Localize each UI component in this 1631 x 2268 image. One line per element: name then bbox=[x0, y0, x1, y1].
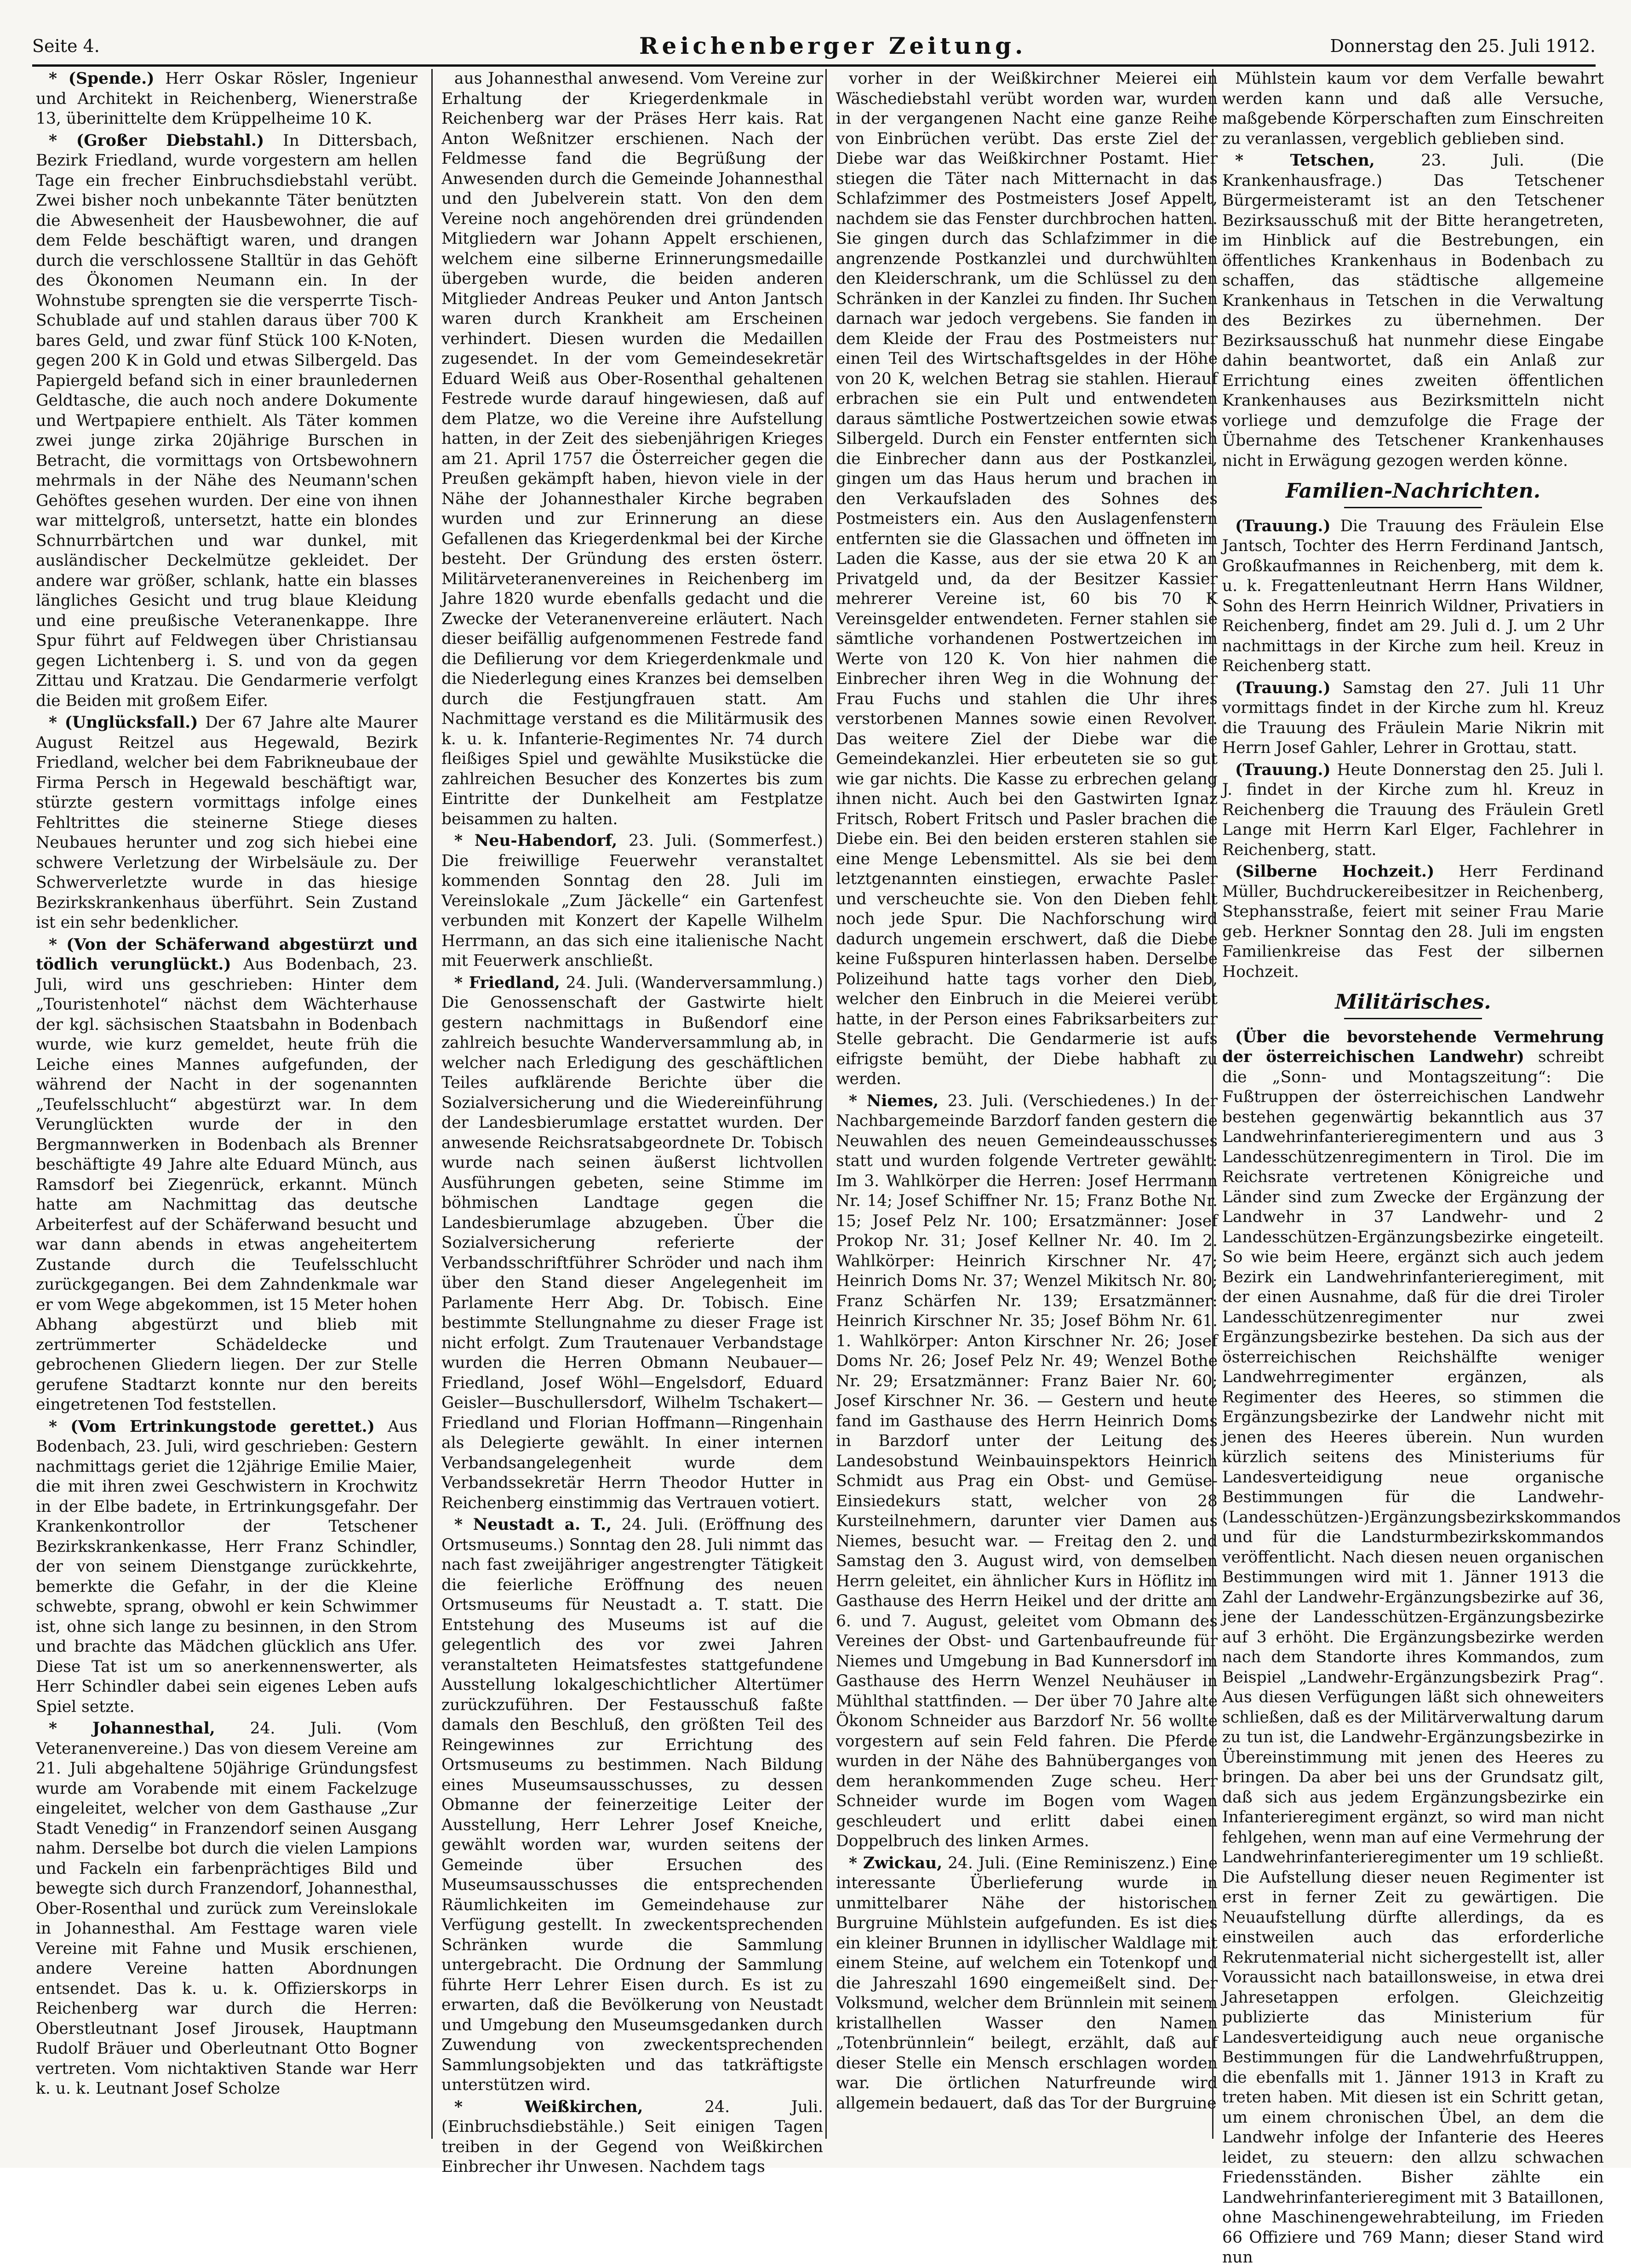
issue-date: Donnerstag den 25. Juli 1912. bbox=[1330, 36, 1596, 56]
page-header bbox=[32, 32, 1596, 63]
news-article bbox=[836, 1091, 1218, 1852]
article-text: Der 67 Jahre alte Maurer August Reitzel aus Hegewald, Bezirk Friedland, welcher bei dem Fabrikneubaue der Firma Persch in Hegewald beschäftigt war, stürzte gestern vormittags infolge eines Fehltrittes die steinerne Stiege dieses Neubaues herunter und zog sich hiebei eine schwere Verletzung der Wirbelsäule zu. Der Schwerverletzte wurde in das hiesige Bezirkskrankenhaus überführt. Sein Zustand ist ein sehr bedenklicher. bbox=[36, 713, 418, 932]
article-lead: (Über die bevorstehende Vermehrung der österreichischen Landwehr) bbox=[1222, 1028, 1604, 1066]
news-article bbox=[441, 1515, 823, 2096]
article-text: 23. Juli. (Sommerfest.) Die freiwillige Feuerwehr veranstaltet kommenden Sonntag den 28. Juli im Vereinslokale „Zum Jäckelle“ ein Gartenfest verbunden mit Konzert der Kapelle Wilhelm Herrmann, an das sich eine italienische Nacht mit Feuerwerk anschließt. bbox=[441, 832, 823, 970]
section-divider bbox=[1344, 1018, 1482, 1019]
article-text: 23. Juli. (Verschiedenes.) In der Nachbargemeinde Barzdorf fanden gestern die Neuwahlen des neuen Gemeindeausschusses statt und wurden folgende Vertreter gewählt: Im 3. Wahlkörper die Herren: Josef Herrmann Nr. 14; Josef Schiffner Nr. 15; Franz Bothe Nr. 15; Josef Pelz Nr. 100; Ersatzmänner: Josef Prokop Nr. 31; Josef Kellner Nr. 40. Im 2. Wahlkörper: Heinrich Kirschner Nr. 47; Heinrich Doms Nr. 37; Wenzel Mikitsch Nr. 80; Franz Schärfen Nr. 139; Ersatzmänner: Heinrich Kirschner Nr. 35; Josef Böhm Nr. 61. 1. Wahlkörper: Anton Kirschner Nr. 26; Josef Doms Nr. 26; Josef Pelz Nr. 49; Wenzel Bothe Nr. 29; Ersatzmänner: Franz Baier Nr. 60; Josef Kirschner Nr. 36. — Gestern und heute fand im Gasthause des Herrn Heinrich Doms in Barzdorf unter der Leitung des Landesobstund Weinbauinspektors Heinrich Schmidt aus Prag ein Obst- und Gemüse-Einsiedekurs statt, welcher von 28 Kursteilnehmern, darunter vier Damen aus Niemes, besucht war. — Freitag den 2. und Samstag den 3. August wird, von demselben Herrn geleitet, ein ähnlicher Kurs in Höflitz im Gasthause des Herrn Heikel und der dritte am 6. und 7. August, geleitet vom Obmann des Vereines der Obst- und Gartenbaufreunde für Niemes und Umgebung in Bad Kunnersdorf im Gasthause des Herrn Wenzel Neuhäuser in Mühlthal stattfinden. — Der über 70 Jahre alte Ökonom Schneider aus Barzdorf Nr. 56 wollte vorgestern auf sein Feld fahren. Die Pferde wurden in der Nähe des Bahnüberganges von dem herankommenden Zuge scheu. Herr Schneider wurde im Bogen vom Wagen geschleudert und erlitt dabei einen Doppelbruch des linken Armes. bbox=[836, 1091, 1218, 1850]
column-3 bbox=[836, 69, 1218, 2139]
article-lead: (Silberne Hochzeit.) bbox=[1235, 862, 1435, 881]
news-article bbox=[836, 1854, 1218, 2114]
news-article bbox=[36, 713, 418, 933]
article-text: Mühlstein kaum vor dem Verfalle bewahrt werden kann und daß alle Versuche, maßgebende Körperschaften zum Einschreiten zu veranlassen, vergeblich geblieben sind. bbox=[1222, 69, 1604, 148]
article-lead: * Tetschen, bbox=[1235, 151, 1375, 170]
news-article bbox=[1222, 678, 1604, 758]
news-article bbox=[441, 831, 823, 971]
article-lead: * (Unglücksfall.) bbox=[49, 713, 198, 732]
column-divider bbox=[431, 69, 433, 2139]
article-lead: * Weißkirchen, bbox=[454, 2097, 643, 2116]
article-lead: * Johannesthal, bbox=[49, 1719, 215, 1738]
article-text: 24. Juli. (Eröffnung des Ortsmuseums.) Sonntag den 28. Juli nimmt das nach fast zweijähriger angestrengter Tätigkeit die feierliche Eröffnung des neuen Ortsmuseums für Neustadt a. T. statt. Die Entstehung des Museums ist auf die gelegentlich des vor zwei Jahren veranstalteten Heimatsfestes stattgefundene Ausstellung lokalgeschichtlicher Altertümer zurückzuführen. Der Festausschuß faßte damals den Beschluß, den größten Teil des Reingewinnes zur Errichtung des Ortsmuseums zu bestimmen. Nach Bildung eines Museumsausschusses, zu dessen Obmanne der feinerzeitige Leiter der Ausstellung, Herr Lehrer Josef Kneiche, gewählt worden war, wurden seitens der Gemeinde über Ersuchen des Museumsausschusses die entsprechenden Räumlichkeiten im Gemeindehause zur Verfügung gestellt. In zweckentsprechenden Schränken wurde die Sammlung untergebracht. Die Ordnung der Sammlung führte Herr Lehrer Eisen durch. Es ist zu erwarten, daß die Bevölkerung von Neustadt und Umgebung den Museumsgedanken durch Zuwendung von zweckentsprechenden Sammlungsobjekten und das tatkräftigste unterstützen wird. bbox=[441, 1516, 824, 2094]
article-lead: * Neustadt a. T., bbox=[454, 1516, 612, 1534]
news-article bbox=[1222, 69, 1604, 149]
column-divider bbox=[825, 69, 827, 2139]
news-article bbox=[441, 69, 823, 829]
column-4 bbox=[1222, 69, 1621, 2267]
news-article bbox=[1222, 517, 1604, 677]
article-lead: * Niemes, bbox=[849, 1091, 939, 1110]
page-number: Seite 4. bbox=[32, 36, 100, 56]
news-article bbox=[1222, 862, 1604, 982]
article-text: schreibt die „Sonn- und Montagszeitung“: Die Fußtruppen der österreichischen Landwehr bestehen gegenwärtig bekanntlich aus 37 Landwehrinfanterieregimentern und aus 3 Landesschützenregimentern in Tirol. Die im Reichsrate vertretenen Königreiche und Länder sind zum Zwecke der Ergänzung der Landwehr in 37 Landwehr- und 2 Landesschützen-Ergänzungsbezirke eingeteilt. So wie beim Heere, ergänzt sich auch jedem Bezirk ein Landwehrinfanterieregiment, mit der einen Ausnahme, daß für die drei Tiroler Landesschützenregimenter nur zwei Ergänzungsbezirke bestehen. Da sich aus der österreichischen Reichshälfte weniger Landwehrregimenter ergänzen, als Regimenter des Heeres, so stimmen die Ergänzungsbezirke der Landwehr nicht mit jenen des Heeres überein. Nun wurden kürzlich seitens des Ministeriums für Landesverteidigung neue organische Bestimmungen für die Landwehr-(Landesschützen-)Ergänzungsbezirkskommandos und für die Landsturmbezirkskommandos veröffentlicht. Nach diesen neuen organischen Bestimmungen wird mit 1. Jänner 1913 die Zahl der Landwehr-Ergänzungsbezirke auf 36, jene der Landesschützen-Ergänzungsbezirke auf 3 erhöht. Die Ergänzungsbezirke werden nach dem Standorte ihres Kommandos, zum Beispiel „Landwehr-Ergänzungsbezirk Prag“. Aus diesen Verfügungen läßt sich ohneweiters schließen, daß es der Militärverwaltung darum zu tun ist, die Landwehr-Ergänzungsbezirke in Übereinstimmung mit jenen des Heeres zu bringen. Da aber bei uns der Grundsatz gilt, daß sich aus jedem Ergänzungsbezirke ein Infanterieregiment ergänzt, so wird man nicht fehlgehen, wenn man auf eine Vermehrung der Landwehrinfanterieregimenter um 19 schließt. Die Aufstellung dieser neuen Regimenter ist erst in ferner Zeit zu gewärtigen. Die Neuaufstellung dürfte allerdings, da es einstweilen auch das erforderliche Rekrutenmaterial nicht sichergestellt ist, aller Voraussicht nach bataillonsweise, in etwa drei Jahresetappen erfolgen. Gleichzeitig publizierte das Ministerium für Landesverteidigung auch neue organische Bestimmungen für die Landwehrfußtruppen, die ebenfalls mit 1. Jänner 1913 in Kraft zu treten haben. Mit diesen ist ein Schritt getan, um einem chronischen Übel, an dem die Landwehr infolge der Infanterie des Heeres leidet, zu steuern: den allzu schwachen Friedensständen. Bisher zählte ein Landwehrinfanterieregiment mit 3 Bataillonen, ohne Maschinengewehrabteilung, im Frieden 66 Offiziere und 769 Mann; dieser Stand wird nun bbox=[1222, 1048, 1621, 2267]
article-text: 24. Juli. (Eine Reminiszenz.) Eine interessante Überlieferung wurde in unmittelbarer Nähe der historischen Burgruine Mühlstein aufgefunden. Es ist dies ein kleiner Brunnen in idyllischer Waldlage mit einem Steine, auf welchem ein Totenkopf und die Jahreszahl 1690 eingemeißelt sind. Der Volksmund, welcher dem Brünnlein mit seinem kristallhellen Wasser den Namen „Totenbrünnlein“ beilegt, erzählt, daß auf dieser Stelle ein Mensch erschlagen worden war. Die örtlichen Naturfreunde wird allgemein bedauert, daß das Tor der Burgruine bbox=[836, 1854, 1218, 2113]
article-lead: * Neu-Habendorf, bbox=[454, 832, 618, 850]
article-text: Herr Oskar Rösler, Ingenieur und Architekt in Reichenberg, Wienerstraße 13, überinittelte dem Krüppelheime 10 K. bbox=[36, 69, 418, 128]
news-article bbox=[36, 1719, 418, 2099]
header-rule bbox=[32, 64, 1596, 67]
newspaper-title: Reichenberger Zeitung. bbox=[639, 32, 1027, 59]
news-article bbox=[1222, 760, 1604, 861]
news-article bbox=[1222, 1028, 1621, 2268]
column-1 bbox=[36, 69, 418, 2139]
article-lead: (Trauung.) bbox=[1235, 760, 1331, 779]
article-text: vorher in der Weißkirchner Meierei ein Wäschediebstahl verübt worden war, wurden in der vergangenen Nacht eine ganze Reihe von Einbrüchen verübt. Das erste Ziel der Diebe war das Weißkirchner Postamt. Hier stiegen die Täter nach Mitternacht in das Schlafzimmer des Postmeisters Josef Appelt, nachdem sie das Fenster durchbrochen hatten. Sie gingen durch das Schlafzimmer in die angrenzende Postkanzlei und durchwühlten den Kleiderschrank, um die Schlüssel zu den Schränken in der Kanzlei zu finden. Ihr Suchen darnach war jedoch vergebens. Sie fanden in dem Kleide der Frau des Postmeisters nur einen Teil des Wirtschaftsgeldes in der Höhe von 20 K, welchen Betrag sie stahlen. Hierauf erbrachen sie ein Pult und entwendeten daraus sämtliche Postwertzeichen sowie etwas Silbergeld. Durch ein Fenster entfernten sich die Einbrecher dann aus der Postkanzlei, gingen um das Haus herum und brachen in den Verkaufsladen des Sohnes des Postmeisters ein. Aus den Auslagenfenstern entfernten sie die Glassachen und öffneten im Laden die Kasse, aus der sie etwa 20 K an Privatgeld und, da der Besitzer Kassier mehrerer Vereine ist, 60 bis 70 K Vereinsgelder entwendeten. Ferner stahlen sie sämtliche vorhandenen Postwertzeichen im Werte von 120 K. Von hier nahmen die Einbrecher ihren Weg in die Wohnung der Frau Fuchs und stahlen die Uhr ihres verstorbenen Mannes sowie einen Revolver. Das weitere Ziel der Diebe war die Gemeindekanzlei. Hier erbeuteten sie so gut wie gar nichts. Die Kasse zu erbrechen gelang ihnen nicht. Auch bei den Gastwirten Ignaz Fritsch, Robert Fritsch und Pasler brachen die Diebe ein. Bei den beiden ersteren stahlen sie eine Menge Lebensmittel. Als sie bei dem letztgenannten einstiegen, erwachte Pasler und verscheuchte sie. Von den Dieben fehlt noch jede Spur. Die Nachforschung wird dadurch ungemein erschwert, daß die Diebe keine Fußspuren hinterlassen haben. Derselbe Polizeihund hatte tags vorher den Dieb, welcher den Einbruch in die Meierei verübt hatte, in der Person eines Fabriksarbeiters zur Stelle gebracht. Die Gendarmerie ist aufs eifrigste bemüht, der Diebe habhaft zu werden. bbox=[836, 69, 1218, 1088]
news-article bbox=[36, 935, 418, 1415]
article-text: 24. Juli. (Einbruchsdiebstähle.) Seit einigen Tagen treiben in der Gegend von Weißkirchen Einbrecher ihr Unwesen. Nachdem tags bbox=[441, 2097, 823, 2176]
article-lead: * Friedland, bbox=[454, 973, 560, 992]
article-text: aus Johannesthal anwesend. Vom Vereine zur Erhaltung der Kriegerdenkmale in Reichenberg war der Präses Herr kais. Rat Anton Weßnitzer erschienen. Nach der Feldmesse fand die Begrüßung der Anwesenden durch die Gemeinde Johannesthal und den Jubelverein statt. Von den dem Vereine noch angehörenden drei gründenden Mitgliedern war Johann Appelt erschienen, welchem eine silberne Erinnerungsmedaille übergeben wurde, die beiden anderen Mitglieder Andreas Peuker und Anton Jantsch waren durch Krankheit am Erscheinen verhindert. Diesen wurden die Medaillen zugesendet. In der vom Gemeindesekretär Eduard Weiß aus Ober-Rosenthal gehaltenen Festrede wurde darauf hingewiesen, daß auf dem Platze, wo die Vereine ihre Aufstellung hatten, in der Zeit des siebenjährigen Krieges am 21. April 1757 die Österreicher gegen die Preußen gekämpft haben, hievon viele in der Nähe der Johannesthaler Kirche begraben wurden und zur Erinnerung an diese Gefallenen das Kriegerdenkmal bei der Kirche besteht. Der Gründung des ersten österr. Militärveteranenvereines in Reichenberg im Jahre 1820 wurde ebenfalls gedacht und die Zwecke der Veteranenvereine erläutert. Nach dieser beifällig aufgenommenen Festrede fand die Defilierung vor dem Kriegerdenkmale und die Niederlegung eines Kranzes bei demselben durch die Festjungfrauen statt. Am Nachmittage verstand es die Militärmusik des k. u. k. Infanterie-Regimentes Nr. 74 durch fleißiges Spiel und gewählte Musikstücke die zahlreichen Besucher des Konzertes bis zum Eintritte der Dunkelheit am Festplatze beisammen zu halten. bbox=[441, 69, 823, 828]
article-text: 24. Juli. (Wanderversammlung.) Die Genossenschaft der Gastwirte hielt gestern nachmittags in Bußendorf eine zahlreich besuchte Wanderversammlung ab, in welcher nach Erledigung des geschäftlichen Teiles aufklärende Berichte über die Sozialversicherung und die Wiedereinführung der Landesbierumlage erstattet wurden. Der anwesende Reichsratsabgeordnete Dr. Tobisch wurde nach seinen äußerst lichtvollen Ausführungen gebeten, seine Stimme im böhmischen Landtage gegen die Landesbierumlage abzugeben. Über die Sozialversicherung referierte der Verbandsschriftführer Schröder und nach ihm über den Stand dieser Angelegenheit im Parlamente Herr Abg. Dr. Tobisch. Eine bestimmte Stellungnahme zu dieser Frage ist nicht erfolgt. Zum Trautenauer Verbandstage wurden die Herren Obmann Neubauer—Friedland, Josef Wöhl—Engelsdorf, Eduard Geisler—Buschullersdorf, Wilhelm Tschakert—Friedland und Florian Hoffmann—Ringenhain als Delegierte gewählt. In einer internen Verbandsangelegenheit wurde dem Verbandssekretär Herrn Theodor Hutter in Reichenberg einstimmig das Vertrauen votiert. bbox=[441, 973, 823, 1512]
article-text: Herr Ferdinand Müller, Buchdruckereibesitzer in Reichenberg, Stephansstraße, feiert mit seiner Frau Marie geb. Herkner Sonntag den 28. Juli im engsten Familienkreise das Fest der silbernen Hochzeit. bbox=[1222, 862, 1604, 981]
section-heading: Militärisches. bbox=[1335, 990, 1491, 1014]
article-text: 24. Juli. (Vom Veteranenvereine.) Das von diesem Vereine am 21. Juli abgehaltene 50jährige Gründungsfest wurde am Vorabende mit einem Fackelzuge eingeleitet, welcher von dem Gasthause „Zur Stadt Venedig“ in Franzendorf seinen Ausgang nahm. Derselbe bot durch die vielen Lampions und Fackeln ein farbenprächtiges Bild und bewegte sich durch Franzendorf, Johannesthal, Ober-Rosenthal und zurück zum Vereinslokale in Johannesthal. Am Festtage waren viele Vereine mit Fahne und Musik erschienen, andere Vereine hatten Abordnungen entsendet. Das k. u. k. Offizierskorps in Reichenberg war durch die Herren: Oberstleutnant Josef Jirousek, Hauptmann Rudolf Bräuer und Oberleutnant Otto Bogner vertreten. Vom nichtaktiven Stande war Herr k. u. k. Leutnant Josef Scholze bbox=[36, 1719, 418, 2098]
section-heading: Familien-Nachrichten. bbox=[1285, 479, 1541, 503]
article-lead: (Trauung.) bbox=[1235, 678, 1331, 697]
article-lead: * Zwickau, bbox=[849, 1854, 943, 1872]
column-2 bbox=[441, 69, 824, 2176]
article-lead: * (Von der Schäferwand abgestürzt und tödlich verunglückt.) bbox=[36, 935, 418, 974]
article-text: Aus Bodenbach, 23. Juli, wird uns geschrieben: Hinter dem „Touristenhotel“ nächst dem Wächterhause der kgl. sächsischen Staatsbahn in Bodenbach wurde, wie kurz gemeldet, heute früh die Leiche eines Mannes aufgefunden, der während der Nacht in der sogenannten „Teufelsschlucht“ abgestürzt war. In dem Verunglückten wurde der in den Bergmannwerken in Bodenbach als Brenner beschäftigte 49 Jahre alte Eduard Münch, aus Ramsdorf bei Ziegenrück, erkannt. Münch hatte am Nachmittag das deutsche Arbeiterfest auf der Schäferwand besucht und war dann abends in etwas angeheitertem Zustande durch die Teufelsschlucht zurückgegangen. Bei dem Zahndenkmale war er vom Wege abgekommen, ist 15 Meter hohen Abhang abgestürzt und blieb mit zertrümmerter Schädeldecke und gebrochenen Gliedern liegen. Der zur Stelle gerufene Stadtarzt konnte nur den bereits eingetretenen Tod feststellen. bbox=[36, 955, 418, 1414]
news-article bbox=[36, 131, 418, 712]
news-article bbox=[36, 69, 418, 129]
news-article bbox=[441, 973, 823, 1514]
news-article bbox=[836, 69, 1218, 1090]
article-text: Samstag den 27. Juli 11 Uhr vormittags findet in der Kirche zum hl. Kreuz die Trauung des Fräulein Marie Nikrin mit Herrn Josef Gahler, Lehrer in Grottau, statt. bbox=[1222, 678, 1604, 757]
section-divider bbox=[1344, 507, 1482, 508]
article-text: Aus Bodenbach, 23. Juli, wird geschrieben: Gestern nachmittags geriet die 12jährige Emilie Maier, die mit ihren zwei Geschwistern in Krochwitz in der Elbe badete, in Ertrinkungsgefahr. Der Krankenkontrollor der Tetschener Bezirkskrankenkasse, Herr Franz Schindler, der von seinem Dienstgange zurückkehrte, bemerkte die Gefahr, in der die Kleine schwebte, sprang, obwohl er kein Schwimmer ist, ohne sich lange zu besinnen, in den Strom und brachte das Mädchen glücklich ans Ufer. Diese Tat ist um so anerkennenswerter, als Herr Schindler dabei sein eigenes Leben aufs Spiel setzte. bbox=[36, 1417, 418, 1716]
article-text: Die Trauung des Fräulein Else Jantsch, Tochter des Herrn Ferdinand Jantsch, Großkaufmannes in Reichenberg, mit dem k. u. k. Fregattenleutnant Herrn Hans Wildner, Sohn des Herrn Heinrich Wildner, Privatiers in Reichenberg, findet am 29. Juli d. J. um 2 Uhr nachmittags in der Kirche zum heil. Kreuz in Reichenberg statt. bbox=[1222, 517, 1604, 675]
news-article bbox=[36, 1417, 418, 1717]
article-text: 23. Juli. (Die Krankenhausfrage.) Das Tetschener Bürgermeisteramt ist an den Tetschener Bezirksausschuß mit der Bitte herangetreten, im Hinblick auf die Bestrebungen, ein öffentliches Krankenhaus in Bodenbach zu schaffen, das städtische allgemeine Krankenhaus in Tetschen in die Verwaltung des Bezirkes zu übernehmen. Der Bezirksausschuß hat nunmehr diese Eingabe dahin beantwortet, daß ein Anlaß zur Errichtung eines zweiten öffentlichen Krankenhauses aus Bezirksmitteln nicht vorliege und demzufolge die Frage der Übernahme des Tetschener Krankenhauses nicht in Erwägung gezogen werden könne. bbox=[1222, 151, 1604, 470]
article-lead: * (Spende.) bbox=[49, 69, 155, 88]
news-article bbox=[1222, 151, 1604, 471]
article-lead: (Trauung.) bbox=[1235, 517, 1331, 535]
article-lead: * (Vom Ertrinkungstode gerettet.) bbox=[49, 1417, 375, 1436]
news-article bbox=[441, 2097, 823, 2177]
article-text: In Dittersbach, Bezirk Friedland, wurde vorgestern am hellen Tage ein frecher Einbruchsdiebstahl verübt. Zwei bisher noch unbekannte Täter benützten die Abwesenheit der Hausbewohner, die auf dem Felde beschäftigt waren, und drangen durch die verschlossene Stalltür in das Gehöft des Ökonomen Neumann ein. In der Wohnstube sprengten sie die versperrte Tisch-Schublade auf und stahlen daraus über 700 K bares Geld, und zwar fünf Stück 100 K-Noten, gegen 200 K in Gold und etwas Silbergeld. Das Papiergeld befand sich in einer braunledernen Geldtasche, die auch noch andere Dokumente und Wertpapiere enthielt. Als Täter kommen zwei junge zirka 20jährige Burschen in Betracht, die vormittags von Ortsbewohnern mehrmals in der Nähe des Neumann'schen Gehöftes gesehen wurden. Der eine von ihnen war mittelgroß, untersetzt, hatte ein blondes Schnurrbärtchen und war dunkel, mit ausländischer Deckelmütze gekleidet. Der andere war größer, schlank, hatte ein blasses längliches Gesicht und trug blaue Kleidung und eine preußische Veteranenkappe. Ihre Spur führt auf Feldwegen über Christiansau gegen Lichtenberg i. S. und von da gegen Zittau und Kratzau. Die Gendarmerie verfolgt die Beiden mit großem Eifer. bbox=[36, 131, 418, 710]
article-text: Heute Donnerstag den 25. Juli l. J. findet in der Kirche zum hl. Kreuz in Reichenberg die Trauung des Fräulein Gretl Lange mit Herrn Karl Elger, Fachlehrer in Reichenberg, statt. bbox=[1222, 760, 1604, 859]
article-lead: * (Großer Diebstahl.) bbox=[49, 131, 264, 150]
